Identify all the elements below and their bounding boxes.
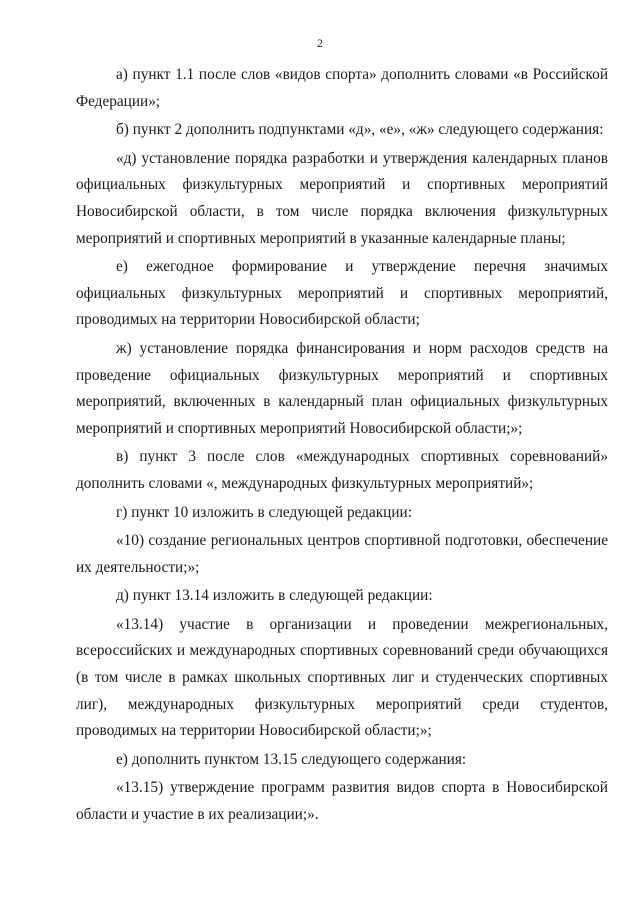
paragraph-10: «10) создание региональных центров спортивной подготовки, обеспечение их деятельности;»; bbox=[76, 532, 608, 576]
paragraph-13-15: «13.15) утверждение программ развития видов спорта в Новосибирской области и участие в их реализации;». bbox=[76, 779, 608, 824]
paragraph-a: а) пункт 1.1 после слов «видов спорта» дополнить словами «в Российской Федерации»; bbox=[76, 66, 608, 110]
paragraph-d: д) пункт 13.14 изложить в следующей редакции: bbox=[116, 587, 433, 605]
page-number: 2 bbox=[317, 36, 323, 50]
paragraph-g: г) пункт 10 изложить в следующей редакции: bbox=[116, 503, 412, 521]
paragraph-v: в) пункт 3 после слов «международных спортивных соревнований» дополнить словами «, международных физкультурных мероприятий»; bbox=[76, 448, 608, 492]
paragraph-13-14: «13.14) участие в организации и проведении межрегиональных, всероссийских и международных спортивных соревнований среди обучающихся (в том числе в рамках школьных спортивных лиг и студенческих спортивных лиг), международных физкультурных мероприятий среди студентов, проводимых на территории Новосибирской области;»; bbox=[76, 615, 608, 740]
paragraph-b: б) пункт 2 дополнить подпунктами «д», «е», «ж» следующего содержания: bbox=[116, 121, 604, 139]
document-body bbox=[76, 62, 608, 831]
paragraph-d-sub: «д) установление порядка разработки и утверждения календарных планов официальных физкультурных мероприятий и спортивных мероприятий Новосибирской области, в том числе порядка включения физкультурных мероприятий и спортивных мероприятий в указанные календарные планы; bbox=[76, 149, 608, 247]
paragraph-zh-sub: ж) установление порядка финансирования и норм расходов средств на проведение официальных физкультурных мероприятий и спортивных мероприятий, включенных в календарный план официальных физкультурных мероприятий и спортивных мероприятий Новосибирской области;»; bbox=[76, 339, 608, 437]
paragraph-e: е) дополнить пунктом 13.15 следующего содержания: bbox=[116, 750, 467, 768]
paragraph-e-sub: е) ежегодное формирование и утверждение перечня значимых официальных физкультурных мероприятий и спортивных мероприятий, проводимых на территории Новосибирской области; bbox=[76, 258, 608, 329]
